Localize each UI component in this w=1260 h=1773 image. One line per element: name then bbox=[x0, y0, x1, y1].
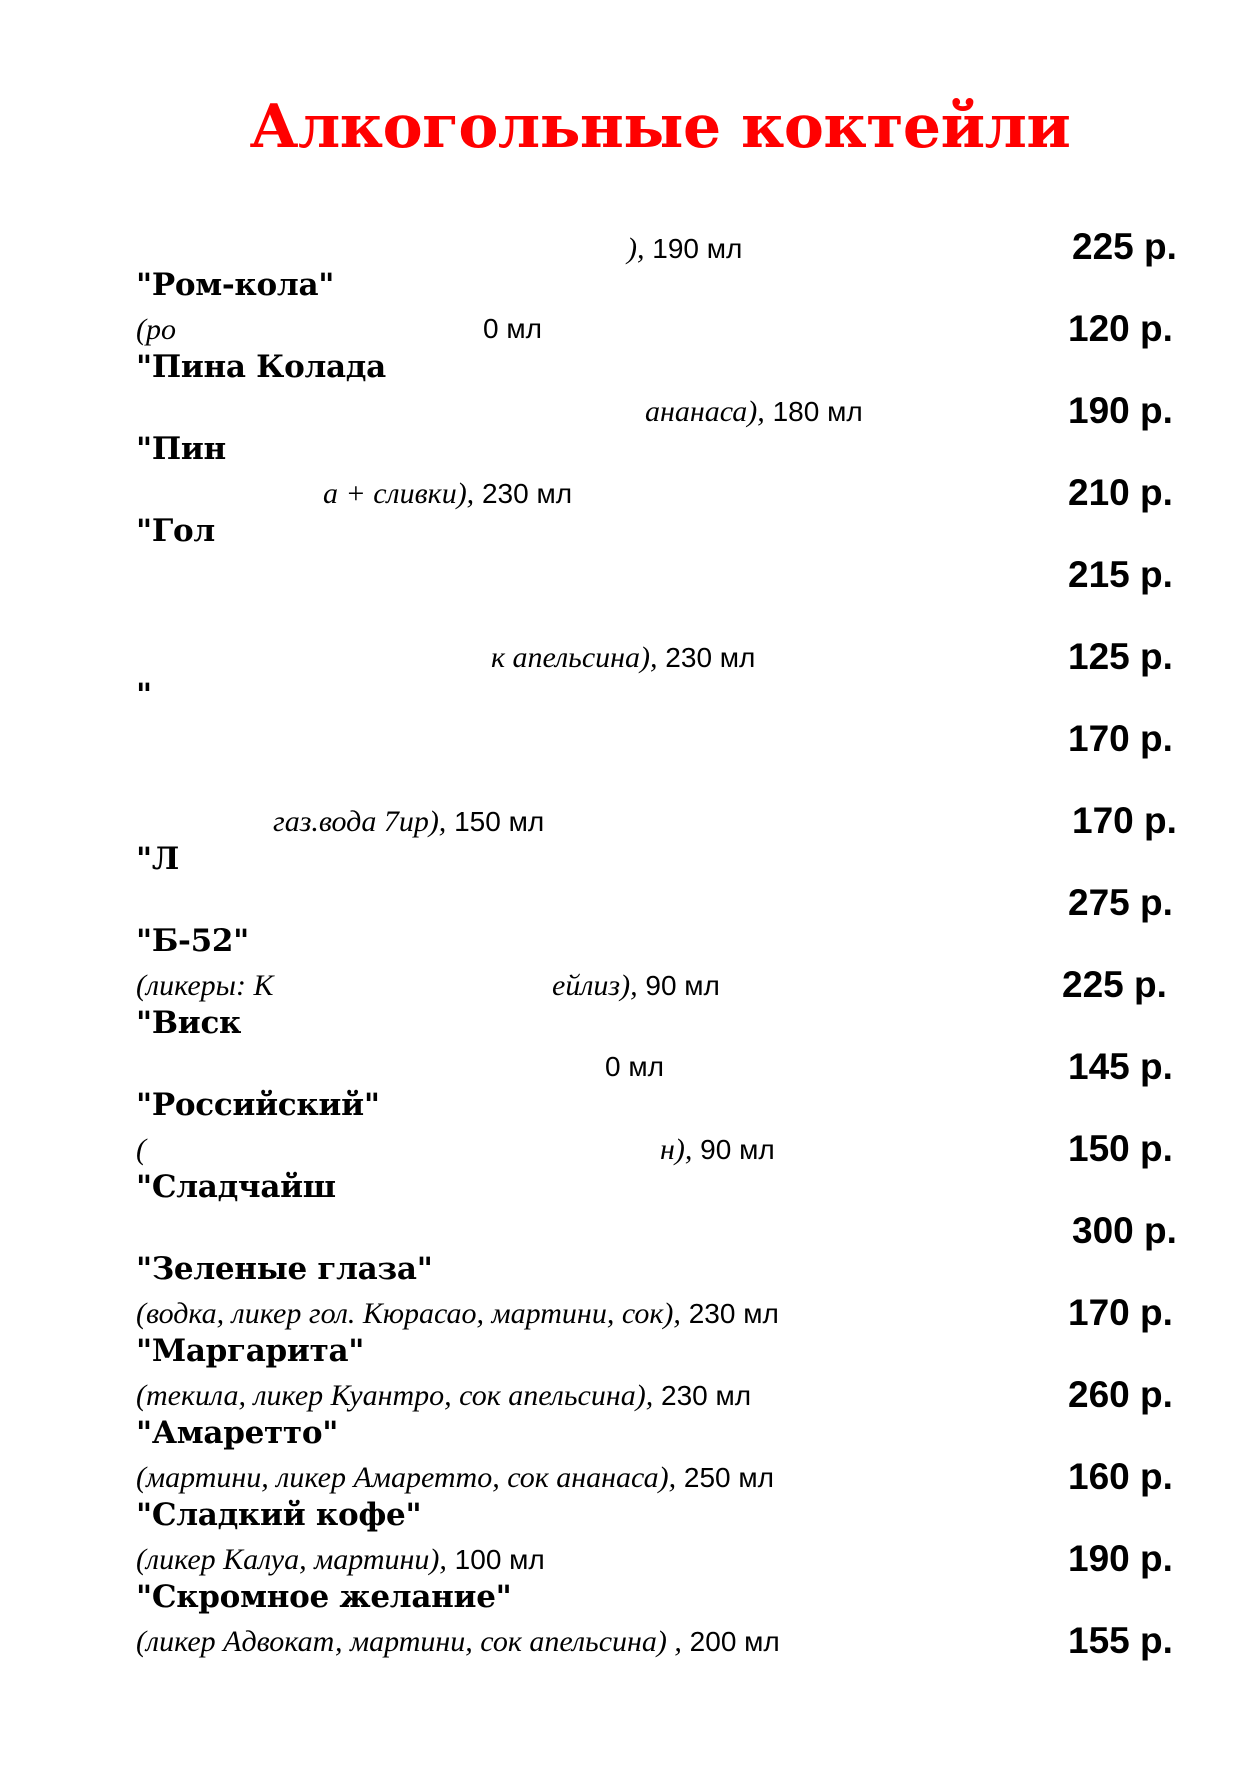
item-description: н), 90 мл bbox=[660, 1133, 775, 1166]
item-price: 170 р. bbox=[1068, 1292, 1173, 1333]
item-price: 260 р. bbox=[1068, 1374, 1173, 1415]
item-name: "Скромное желание" bbox=[136, 1579, 512, 1615]
item-description: (ро bbox=[136, 313, 176, 346]
item-description: ананаса), 180 мл bbox=[645, 395, 863, 428]
item-description: (текила, ликер Куантро, сок апельсина), 230 мл bbox=[136, 1379, 752, 1412]
item-price: 155 р. bbox=[1068, 1620, 1173, 1661]
item-price: 225 р. bbox=[1072, 226, 1177, 267]
item-name: "Амаретто" bbox=[136, 1415, 339, 1451]
item-price: 125 р. bbox=[1068, 636, 1173, 677]
item-name: "Российский" bbox=[136, 1087, 380, 1123]
item-description: ейлиз), 90 мл bbox=[552, 969, 720, 1002]
item-description: (ликер Калуа, мартини), 100 мл bbox=[136, 1543, 545, 1576]
item-price: 170 р. bbox=[1068, 718, 1173, 759]
item-price: 170 р. bbox=[1072, 800, 1177, 841]
item-name: "Маргарита" bbox=[136, 1333, 365, 1369]
item-description: к апельсина), 230 мл bbox=[491, 641, 756, 674]
item-price: 145 р. bbox=[1068, 1046, 1173, 1087]
item-price: 120 р. bbox=[1068, 308, 1173, 349]
item-description: (ликеры: К bbox=[136, 969, 274, 1002]
item-description: (ликер Адвокат, мартини, сок апельсина) , 200 мл bbox=[136, 1625, 780, 1658]
item-name: "Б-52" bbox=[136, 923, 249, 959]
item-price: 275 р. bbox=[1068, 882, 1173, 923]
item-name: "Виск bbox=[136, 1005, 242, 1041]
item-name: "Ром-кола" bbox=[136, 267, 335, 303]
item-name: " bbox=[136, 677, 152, 713]
item-price: 210 р. bbox=[1068, 472, 1173, 513]
item-name: "Пин bbox=[136, 431, 226, 467]
item-price: 150 р. bbox=[1068, 1128, 1173, 1169]
item-volume: 0 мл bbox=[483, 313, 542, 344]
item-name: "Л bbox=[136, 841, 179, 877]
item-name: "Сладчайш bbox=[136, 1169, 336, 1205]
item-price: 225 р. bbox=[1062, 964, 1167, 1005]
item-description: а + сливки), 230 мл bbox=[323, 477, 573, 510]
item-description: газ.вода 7ир), 150 мл bbox=[273, 805, 545, 838]
item-price: 215 р. bbox=[1068, 554, 1173, 595]
item-price: 190 р. bbox=[1068, 1538, 1173, 1579]
item-name: "Пина Колада bbox=[136, 349, 386, 385]
item-description: (водка, ликер гол. Кюрасао, мартини, сок), 230 мл bbox=[136, 1297, 779, 1330]
item-price: 190 р. bbox=[1068, 390, 1173, 431]
page-title: Алкогольные коктейли bbox=[249, 92, 1071, 162]
item-name: "Сладкий кофе" bbox=[136, 1497, 422, 1533]
item-price: 300 р. bbox=[1072, 1210, 1177, 1251]
item-description: (мартини, ликер Амаретто, сок ананаса), 250 мл bbox=[136, 1461, 774, 1494]
item-price: 160 р. bbox=[1068, 1456, 1173, 1497]
item-description: ), 190 мл bbox=[627, 232, 743, 265]
item-volume: 0 мл bbox=[605, 1051, 664, 1082]
item-name: "Гол bbox=[136, 513, 215, 549]
item-description: ( bbox=[136, 1133, 146, 1166]
item-name: "Зеленые глаза" bbox=[136, 1251, 433, 1287]
